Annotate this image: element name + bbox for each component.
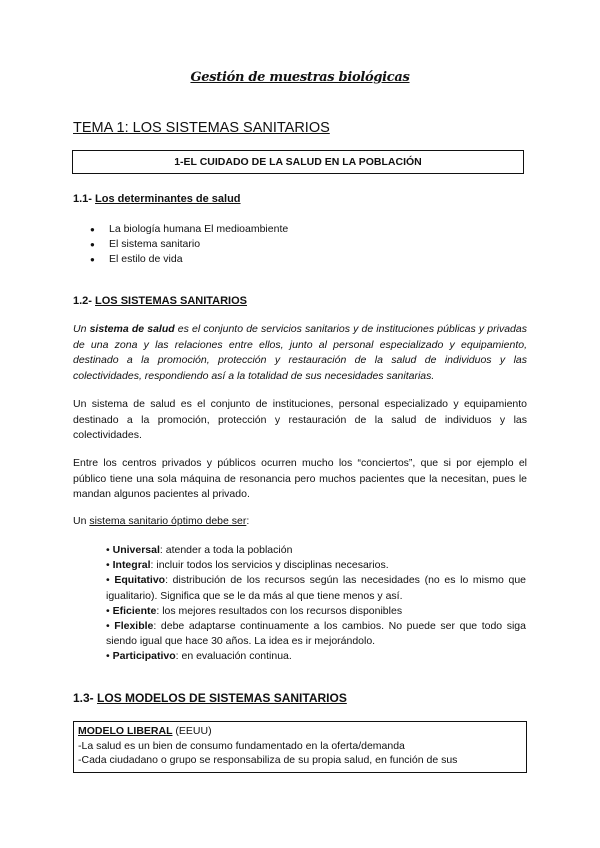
liberal-model-box [73, 721, 527, 773]
quality-name: Flexible [114, 620, 154, 633]
model-heading [78, 724, 522, 739]
quality-text: : debe adaptarse continuamente a los cambios. No puede ser que todo siga siendo igual que hace 30 años. La idea es ir mejorándolo. [106, 620, 526, 648]
list-item: ● La biología humana El medioambiente [90, 222, 288, 237]
underlined-phrase: sistema sanitario óptimo debe ser [89, 515, 247, 527]
document-title: Gestión de muestras biológicas [190, 70, 410, 85]
bullet-mark: • [106, 650, 110, 663]
paragraph-text: Un [73, 515, 90, 527]
quality-text: : incluir todos los servicios y disciplinas necesarios. [150, 559, 389, 572]
bullet-mark: • [106, 604, 110, 617]
subsection-1-3-heading [73, 691, 347, 705]
paragraph-optimal-intro [73, 514, 527, 530]
quality-text: : los mejores resultados con los recursos disponibles [156, 604, 403, 617]
model-line: -Cada ciudadano o grupo se responsabiliza de su propia salud, en función de sus [78, 754, 458, 766]
subsection-title: Los determinantes de salud [95, 193, 241, 205]
paragraph-text: : [246, 515, 250, 527]
determinants-list [90, 222, 288, 267]
tema-heading: TEMA 1: LOS SISTEMAS SANITARIOS [73, 120, 330, 136]
paragraph-text: Un [73, 323, 90, 335]
paragraph-conciertos: Entre los centros privados y públicos ocurren mucho los “conciertos”, que si por ejemplo el público tiene una sola máquina de resonancia pero muchos pacientes que la necesitan, pues le mandan algunos pacientes al privado. [73, 457, 527, 500]
bullet-mark: • [106, 620, 110, 633]
model-name: MODELO LIBERAL [78, 725, 173, 737]
model-suffix: (EEUU) [172, 725, 212, 737]
subsection-number: 1.1- [73, 193, 92, 205]
quality-name: Integral [112, 559, 151, 572]
subsection-1-2-heading [73, 295, 247, 307]
subsection-number: 1.3- [73, 691, 94, 705]
quality-item [106, 558, 526, 573]
model-line: -La salud es un bien de consumo fundamentado en la oferta/demanda [78, 739, 405, 752]
quality-name: Equitativo [114, 574, 166, 587]
quality-text: : en evaluación continua. [175, 650, 292, 663]
bullet-mark: • [106, 574, 110, 587]
paragraph-definition [73, 322, 527, 384]
bold-term: sistema de salud [89, 323, 175, 335]
subsection-title: LOS MODELOS DE SISTEMAS SANITARIOS [97, 691, 347, 705]
quality-item [106, 619, 526, 649]
quality-text: : atender a toda la población [159, 544, 293, 556]
list-item: ● El sistema sanitario [90, 237, 288, 252]
paragraph-definition-plain: Un sistema de salud es el conjunto de instituciones, personal especializado y equipamiento destinado a la promoción, protección y restauración de la salud de individuos y las colectividades. [73, 398, 527, 441]
quality-text: : distribución de los recursos según las necesidades (no es lo mismo que igualitario). Significa que se le da más al que tiene menos y así. [106, 574, 526, 602]
qualities-list [106, 543, 526, 665]
quality-item [106, 604, 526, 619]
paragraph-text: es el conjunto de servicios sanitarios y de instituciones públicas y privadas de una zona y las relaciones entre ellos, junto al personal especializado y equipamiento, destinado a la promoción, protección y restauración de la salud de individuos y las colectividades, respondiendo así a la totalidad de sus necesidades sanitarias. [73, 323, 527, 382]
quality-item [106, 649, 526, 664]
subsection-number: 1.2- [73, 295, 92, 307]
list-item: ● El estilo de vida [90, 252, 288, 267]
quality-name: Eficiente [112, 604, 157, 617]
quality-name: Universal [112, 544, 160, 556]
quality-name: Participativo [112, 650, 176, 663]
bullet-mark: • [106, 544, 110, 556]
subsection-1-1-heading [73, 193, 241, 205]
quality-item [106, 573, 526, 603]
quality-item [106, 543, 526, 558]
section-box-heading: 1-EL CUIDADO DE LA SALUD EN LA POBLACIÓN [72, 150, 524, 174]
subsection-title: LOS SISTEMAS SANITARIOS [95, 295, 248, 307]
bullet-mark: • [106, 559, 110, 572]
